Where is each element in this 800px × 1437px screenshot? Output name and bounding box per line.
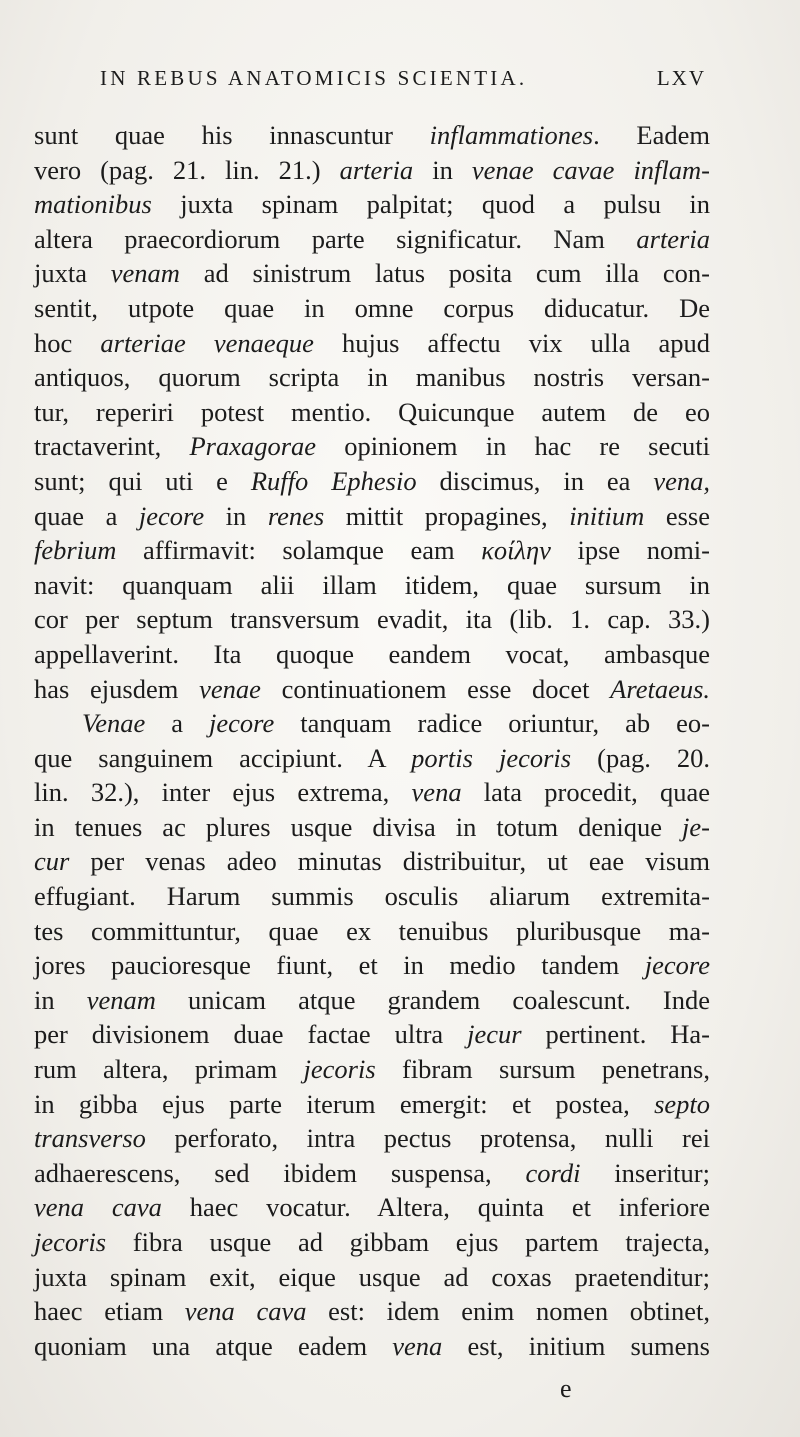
italic-text: septo [654,1088,710,1119]
italic-text: κοίλην [481,535,551,566]
text-run: lata procedit, quae [461,777,710,808]
italic-text: mationibus [34,189,152,220]
italic-text: vena [411,777,462,808]
text-run: fibra usque ad gibbam ejus partem trajecta, [106,1227,710,1257]
text-line [34,1260,710,1295]
text-line [34,256,710,291]
text-run: in [413,154,472,185]
italic-text: Venae [82,708,146,739]
text-line [34,879,710,914]
text-line [34,153,710,188]
text-run: hoc [34,327,101,358]
text-line [34,118,710,153]
italic-text: arteria [636,223,710,254]
italic-text: Praxagorae [189,431,317,462]
italic-text: inflammationes [429,120,594,150]
text-line [34,360,710,395]
italic-text: jecore [209,708,275,739]
text-run: sunt; qui uti e [34,465,251,496]
text-run: in gibba ejus parte iterum emergit: et postea, [34,1088,655,1119]
text-line [34,533,710,568]
italic-text: cordi [525,1157,581,1188]
text-line [34,187,710,222]
text-run: perforato, intra pectus protensa, nulli rei [145,1123,710,1154]
italic-text: arteria [339,154,414,185]
text-line [34,395,710,430]
text-run: tur, reperiri potest mentio. Quicunque autem de eo [34,396,710,427]
text-run: discimus, in ea [416,465,654,496]
running-head-title: IN REBUS ANATOMICIS SCIENTIA. [100,66,528,90]
running-head [100,66,706,94]
text-line [34,810,710,845]
italic-text: jecore [644,950,710,981]
text-run: affirmavit: solamque eam [116,535,482,566]
text-line [34,844,710,879]
text-line [34,499,710,534]
text-run: (pag. 20. [571,742,710,773]
text-line [34,1225,710,1260]
text-run: inseritur; [580,1157,710,1188]
text-run: hujus affectu vix ulla apud [313,327,711,358]
text-run: tractaverint, [34,431,190,462]
text-line [34,948,710,983]
text-run: has ejusdem [34,673,200,704]
text-run: cor per septum transversum evadit, ita (lib. 1. cap. 33.) [34,604,710,635]
text-run: tanquam radice oriuntur, ab eo- [274,708,710,739]
italic-text: cur [34,846,70,877]
text-run: effugiant. Harum summis osculis aliarum extremita- [34,881,710,912]
text-run: lin. 32.), inter ejus extrema, [34,777,412,808]
italic-text: arteriae venaeque [100,327,314,358]
text-line [34,1294,710,1329]
text-run: opinionem in hac re secuti [316,431,710,462]
italic-text: vena cava [184,1296,307,1327]
text-run: mittit propagines, [324,500,570,531]
italic-text: febrium [34,535,117,566]
text-line [34,602,710,637]
italic-text: vena, [653,465,710,496]
text-line [34,1017,710,1052]
text-run: pertinent. Ha- [521,1019,710,1050]
text-run: juxta spinam palpitat; quod a pulsu in [151,189,710,220]
text-run: ipse nomi- [550,535,710,566]
text-run: jores paucioresque fiunt, et in medio tandem [34,950,645,981]
text-run: juxta spinam exit, eique usque ad coxas praetenditur; [34,1261,710,1292]
text-run: navit: quanquam alii illam itidem, quae sursum in [34,569,710,600]
text-run: sunt quae his innascuntur [34,120,430,150]
text-run: quoniam una atque eadem [34,1330,393,1361]
text-line [34,222,710,257]
text-run: tes committuntur, quae ex tenuibus pluribusque ma- [34,915,710,946]
italic-text: vena cava [34,1192,162,1223]
text-line [34,291,710,326]
text-run: est, initium sumens [442,1330,710,1361]
italic-text: renes [267,500,325,531]
text-line [34,568,710,603]
text-run: in [34,984,87,1015]
text-run: unicam atque grandem coalescunt. Inde [155,984,710,1015]
italic-text: jecoris [34,1227,107,1257]
text-line [34,741,710,776]
text-run: a [145,708,210,739]
text-run: altera praecordiorum parte significatur. Nam [34,223,637,254]
text-run: ad sinistrum latus posita cum illa con- [179,258,710,289]
text-run: esse [644,500,710,531]
text-run: in [204,500,268,531]
text-run: juxta [34,258,111,289]
text-run: est: idem enim nomen obtinet, [306,1296,710,1327]
text-run: . Eadem [593,120,710,150]
italic-text: vena [392,1330,443,1361]
text-run: continuationem esse docet [260,673,611,704]
text-line [34,1087,710,1122]
text-line [34,464,710,499]
text-line [34,706,710,741]
italic-text: portis jecoris [411,742,572,773]
text-line [34,1329,710,1364]
italic-text: venae [199,673,261,704]
text-run: sentit, utpote quae in omne corpus diducatur. De [34,292,710,323]
text-run: haec etiam [34,1296,185,1327]
text-line [34,1190,710,1225]
italic-text: Ruffo Ephesio [250,465,417,496]
text-line [34,637,710,672]
italic-text: jecur [467,1019,522,1050]
italic-text: jecoris [303,1054,376,1085]
text-run: per divisionem duae factae ultra [34,1019,468,1050]
italic-text: jecore [138,500,205,531]
text-run: rum altera, primam [34,1054,304,1085]
text-run: vero (pag. 21. lin. 21.) [34,154,340,185]
text-line [34,672,710,707]
italic-text: venam [86,984,156,1015]
text-run: antiquos, quorum scripta in manibus nostris versan- [34,362,710,393]
text-line [34,914,710,949]
body-text [34,118,710,1363]
text-line [34,429,710,464]
italic-text: venam [110,258,180,289]
italic-text: je- [682,811,710,842]
text-run: appellaverint. Ita quoque eandem vocat, ambasque [34,638,710,669]
text-line [34,326,710,361]
text-run: per venas adeo minutas distribuitur, ut eae visum [69,846,710,877]
text-line [34,1156,710,1191]
italic-text: initium [569,500,645,531]
text-run: quae a [34,500,139,531]
text-line [34,775,710,810]
signature-mark: e [560,1374,572,1403]
text-run: haec vocatur. Altera, quinta et inferiore [161,1192,710,1223]
italic-text: Aretaeus. [610,673,711,704]
page-number: LXV [656,66,706,90]
text-run: adhaerescens, sed ibidem suspensa, [34,1157,526,1188]
italic-text: venae cavae inflam- [471,154,710,185]
text-run: in tenues ac plures usque divisa in totum denique [34,811,683,842]
text-line [34,1121,710,1156]
text-line [34,983,710,1018]
text-run: fibram sursum penetrans, [375,1054,710,1085]
text-line [34,1052,710,1087]
italic-text: transverso [34,1123,146,1154]
text-run: que sanguinem accipiunt. A [34,742,412,773]
